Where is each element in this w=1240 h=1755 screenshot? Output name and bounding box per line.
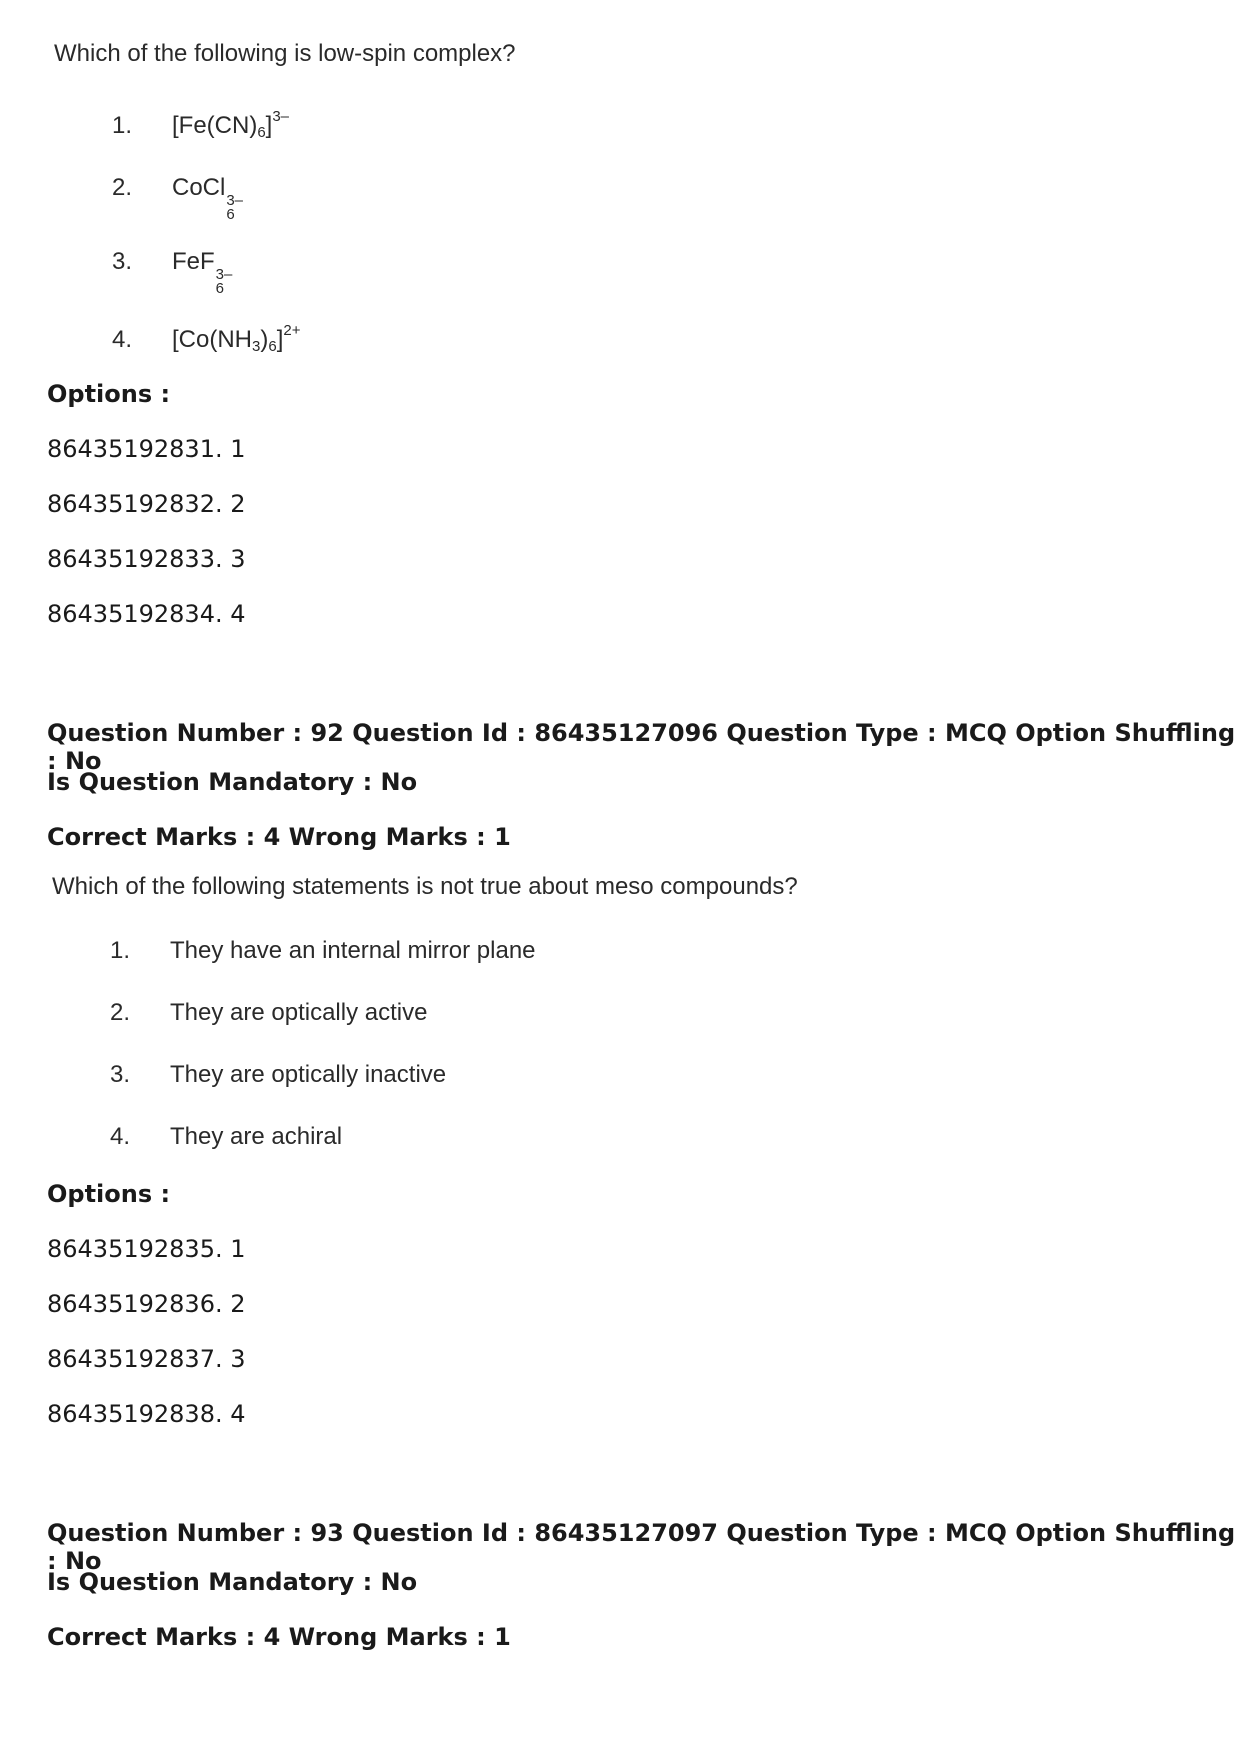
q92-option-1: 86435192835. 1 [47,1235,246,1263]
choice-text: They have an internal mirror plane [170,937,536,964]
formula-fe-cn6: $[Fe(CN)_6]^{3-}$ [172,108,290,141]
choice-number: 4. [110,1123,131,1150]
q92-option-2: 86435192836. 2 [47,1290,246,1318]
q92-choice-3 [110,1061,446,1089]
formula-co-nh3-6: $[Co(NH_3)_6]^{2+}$ [172,322,301,355]
q93-mandatory: Is Question Mandatory : No [47,1568,418,1596]
formula-fef6: FeF 3– 6 [172,248,233,297]
q92-choice-1 [110,937,536,965]
question-91-stem: Which of the following is low-spin complex? [54,40,516,67]
q92-option-3: 86435192837. 3 [47,1345,246,1373]
choice-number: 3. [110,1061,131,1088]
choice-number: 3. [112,248,133,275]
q91-option-4: 86435192834. 4 [47,600,246,628]
q91-choice-3 [112,248,232,296]
q91-option-2: 86435192832. 2 [47,490,246,518]
q91-options-label: Options : [47,380,171,408]
q92-marks: Correct Marks : 4 Wrong Marks : 1 [47,823,511,851]
q91-choice-1 [112,108,289,141]
q93-header: Question Number : 93 Question Id : 86435127097 Question Type : MCQ Option Shuffling : No [47,1519,1236,1575]
q92-option-4: 86435192838. 4 [47,1400,246,1428]
q92-choice-4 [110,1123,342,1151]
q92-mandatory: Is Question Mandatory : No [47,768,418,796]
choice-number: 2. [112,174,133,201]
q92-header: Question Number : 92 Question Id : 86435127096 Question Type : MCQ Option Shuffling : No [47,719,1236,775]
q92-options-label: Options : [47,1180,171,1208]
choice-text: They are optically active [170,999,428,1026]
q91-choice-2 [112,174,243,222]
q91-option-1: 86435192831. 1 [47,435,246,463]
choice-number: 1. [112,112,133,139]
question-92-stem: Which of the following statements is not true about meso compounds? [52,873,798,900]
q91-option-3: 86435192833. 3 [47,545,246,573]
q92-choice-2 [110,999,427,1027]
q93-marks: Correct Marks : 4 Wrong Marks : 1 [47,1623,511,1651]
choice-text: They are optically inactive [170,1061,447,1088]
choice-number: 1. [110,937,131,964]
choice-number: 4. [112,326,133,353]
choice-text: They are achiral [170,1123,343,1150]
formula-cocl6: CoCl 3– 6 [172,174,244,223]
choice-number: 2. [110,999,131,1026]
q91-choice-4 [112,322,300,355]
